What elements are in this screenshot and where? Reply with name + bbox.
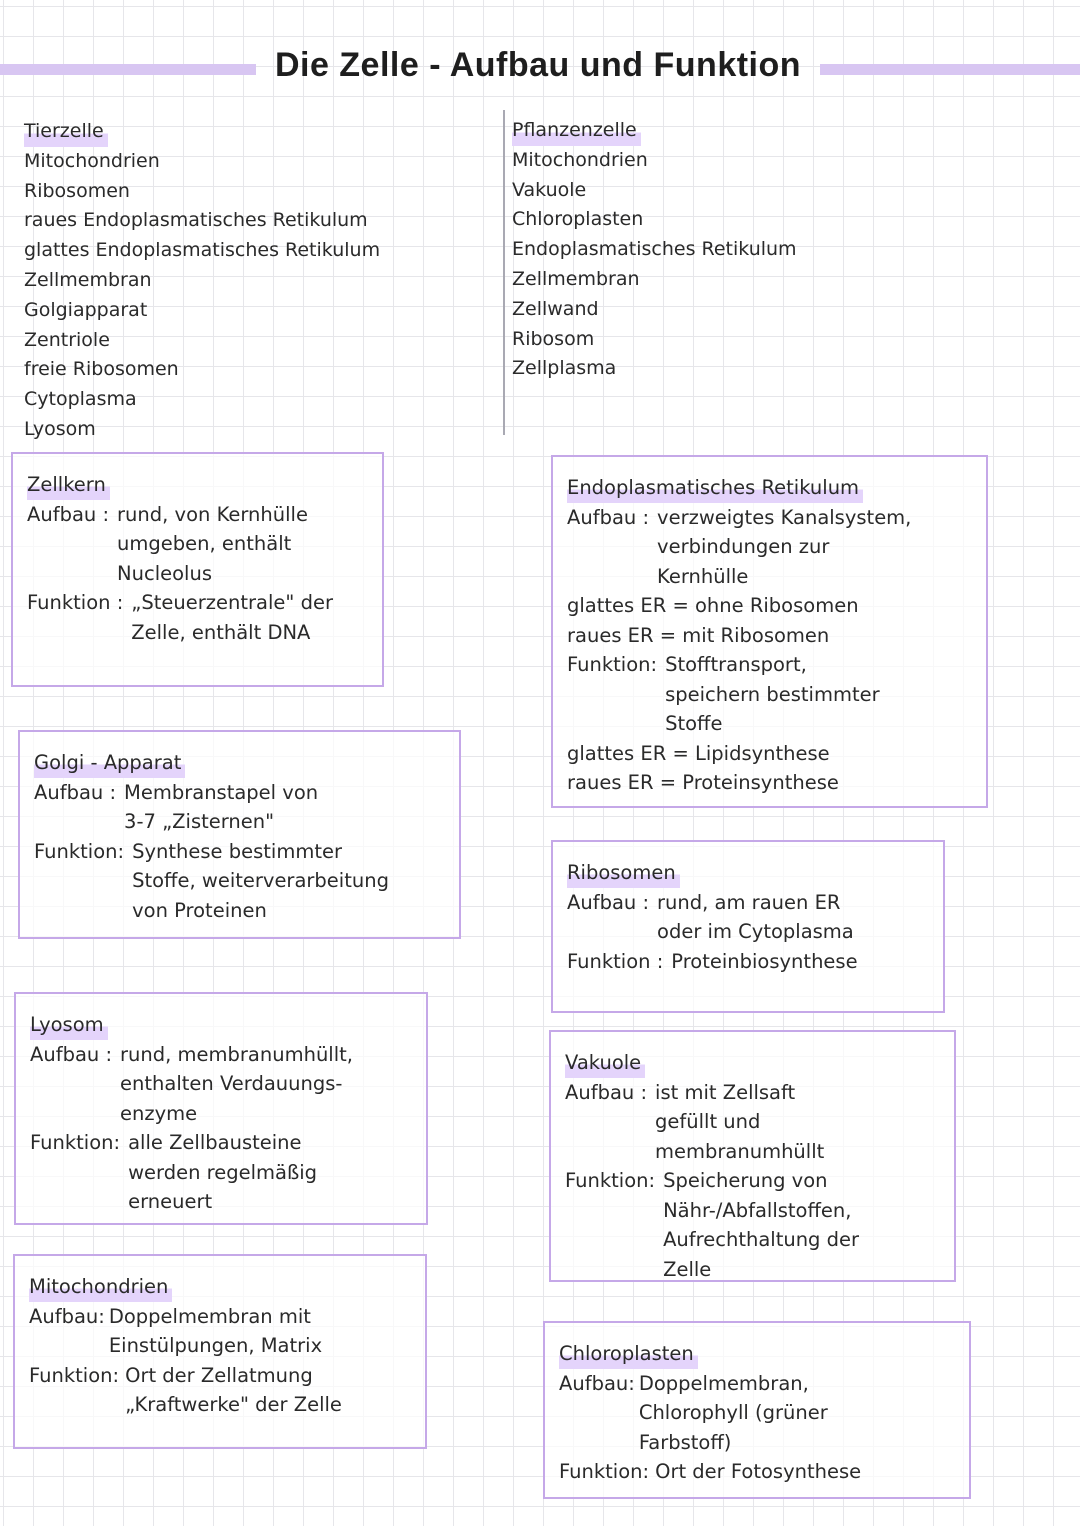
aufbau-line: Membranstapel von [124,780,319,804]
funktion-line: Ort der Zellatmung [125,1363,313,1387]
funktion-line: erneuert [128,1190,213,1213]
card-heading: Chloroplasten [559,1339,698,1369]
card-heading: Mitochondrien [29,1272,172,1302]
aufbau-line: ist mit Zellsaft [655,1080,796,1104]
aufbau-line: rund, membranumhüllt, [120,1042,353,1066]
er-rau-line: raues ER = mit Ribosomen [567,623,830,647]
funktion-line: speichern bestimmter [665,682,880,706]
aufbau-label: Aufbau : [565,1080,648,1104]
aufbau-line: enzyme [120,1101,198,1125]
aufbau-line: Einstülpungen, Matrix [108,1334,323,1357]
aufbau-line: verzweigtes Kanalsystem, [657,505,912,529]
title-decoration-right [820,64,1080,75]
aufbau-line: 3-7 „Zisternen" [124,810,275,833]
list-item: Lyosom [24,417,96,440]
list-item: Chloroplasten [512,208,644,231]
title-decoration-left [0,64,256,75]
list-item: Golgiapparat [24,298,148,321]
aufbau-line: Farbstoff) [638,1430,732,1454]
er-rau-synthese: raues ER = Proteinsynthese [567,771,839,794]
list-item: glattes Endoplasmatisches Retikulum [24,239,381,262]
card-heading: Endoplasmatisches Retikulum [567,473,863,503]
card-heading: Golgi - Apparat [34,748,185,778]
aufbau-label: Aufbau: [559,1371,635,1395]
funktion-label: Funktion: [567,653,658,676]
funktion-label: Funktion: [34,839,125,863]
animal-cell-list [24,117,380,445]
aufbau-label: Aufbau : [567,505,650,529]
card-heading: Lyosom [30,1010,108,1040]
funktion-line: „Kraftwerke" der Zelle [125,1393,342,1416]
aufbau-line: Doppelmembran mit [108,1304,311,1328]
funktion-line: Synthese bestimmter [132,839,342,863]
animal-cell-heading: Tierzelle [24,117,108,147]
card-heading: Vakuole [565,1048,645,1078]
er-glatt-line: glattes ER = ohne Ribosomen [567,594,859,617]
list-item: Endoplasmatisches Retikulum [512,238,797,261]
card-heading: Ribosomen [567,858,680,888]
funktion-label: Funktion: [559,1460,650,1483]
funktion-label: Funktion: [30,1131,121,1154]
aufbau-label: Aufbau : [30,1042,113,1066]
aufbau-line: Doppelmembran, [638,1371,809,1395]
card-ribosomen [551,840,945,1013]
funktion-label: Funktion : [27,591,124,614]
list-item: Cytoplasma [24,388,137,411]
funktion-line: Ort der Fotosynthese [655,1460,862,1483]
aufbau-line: Nucleolus [117,561,212,585]
funktion-line: Speicherung von [663,1169,828,1192]
aufbau-line: umgeben, enthält [117,532,292,555]
funktion-line: Nähr-/Abfallstoffen, [663,1198,852,1222]
list-item: Ribosom [512,327,595,350]
funktion-line: Zelle [663,1257,712,1281]
card-er [551,455,988,808]
list-item: Zellmembran [24,268,152,291]
er-glatt-synthese: glattes ER = Lipidsynthese [567,741,830,765]
plant-cell-heading: Pflanzenzelle [512,116,641,146]
list-item: Zentriole [24,328,110,351]
aufbau-label: Aufbau : [567,890,650,914]
funktion-line: Proteinbiosynthese [671,949,858,973]
aufbau-line: Kernhülle [657,564,749,588]
funktion-line: Stoffe [665,712,723,735]
funktion-line: Stofftransport, [665,653,807,676]
card-heading: Zellkern [27,470,110,500]
plant-cell-list [512,116,797,384]
aufbau-line: membranumhüllt [655,1139,825,1163]
aufbau-line: Chlorophyll (grüner [638,1401,828,1424]
funktion-line: Stoffe, weiterverarbeitung [132,869,389,892]
aufbau-line: rund, am rauen ER [657,890,841,914]
card-golgi [18,730,461,939]
aufbau-line: oder im Cytoplasma [657,920,854,943]
card-vakuole [549,1030,956,1282]
list-item: freie Ribosomen [24,358,179,381]
funktion-label: Funktion: [29,1363,120,1387]
list-item: raues Endoplasmatisches Retikulum [24,209,368,232]
funktion-line: werden regelmäßig [128,1160,318,1184]
list-item: Zellplasma [512,357,617,380]
aufbau-line: rund, von Kernhülle [117,502,308,526]
funktion-label: Funktion: [565,1169,656,1192]
list-item: Zellwand [512,297,599,320]
aufbau-line: enthalten Verdauungs- [120,1072,343,1095]
page-title: Die Zelle - Aufbau und Funktion [274,46,802,84]
list-item: Vakuole [512,178,587,201]
funktion-line: Aufrechthaltung der [663,1228,860,1251]
aufbau-line: gefüllt und [655,1110,761,1133]
list-item: Mitochondrien [512,148,648,171]
card-lyosom [14,992,428,1225]
list-item: Ribosomen [24,179,130,202]
funktion-line: „Steuerzentrale" der [131,591,333,614]
card-zellkern [11,452,384,687]
aufbau-label: Aufbau: [29,1304,105,1328]
funktion-label: Funktion : [567,949,664,973]
funktion-line: alle Zellbausteine [128,1131,302,1154]
aufbau-line: verbindungen zur [657,535,830,558]
funktion-line: von Proteinen [132,898,267,922]
card-mitochondrien [13,1254,427,1449]
column-divider [503,110,505,435]
list-item: Zellmembran [512,267,640,290]
funktion-line: Zelle, enthält DNA [131,620,311,644]
aufbau-label: Aufbau : [34,780,117,804]
list-item: Mitochondrien [24,149,160,172]
aufbau-label: Aufbau : [27,502,110,526]
card-chloroplasten [543,1321,971,1499]
